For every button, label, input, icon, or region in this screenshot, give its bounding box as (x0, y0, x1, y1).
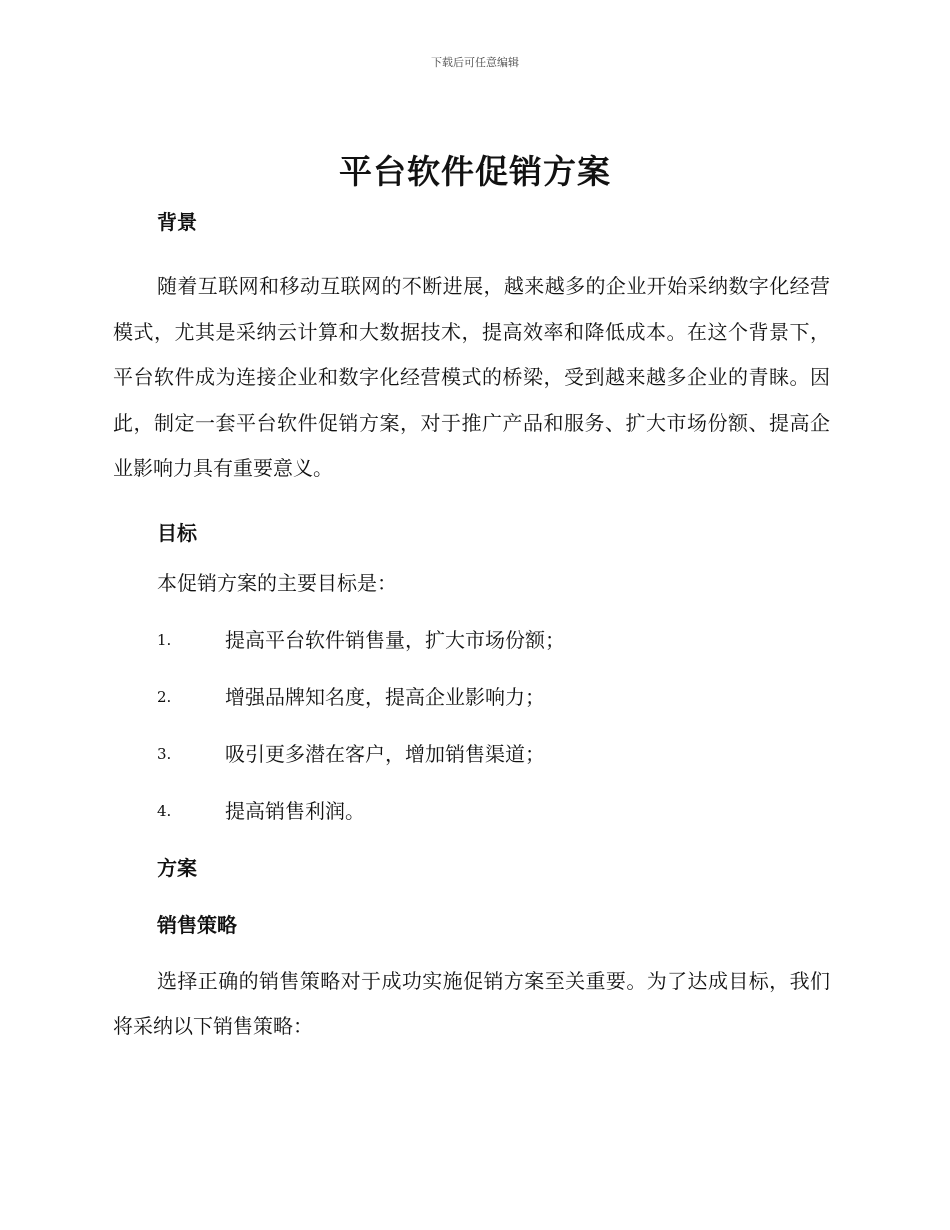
list-item-text: 提高销售利润。 (225, 798, 365, 823)
goals-intro: 本促销方案的主要目标是： (157, 570, 397, 595)
header-note: 下载后可任意编辑 (431, 56, 519, 69)
document-title: 平台软件促销方案 (339, 152, 611, 191)
list-item (113, 624, 830, 656)
list-item-text: 提高平台软件销售量，扩大市场份额； (225, 627, 565, 652)
list-item (113, 681, 830, 713)
list-item-text: 增强品牌知名度，提高企业影响力； (225, 684, 545, 709)
list-item (113, 795, 830, 827)
list-item-number: 2. (157, 687, 172, 706)
list-item-number: 4. (157, 801, 172, 820)
goals-list (113, 624, 830, 827)
list-item-text: 吸引更多潜在客户，增加销售渠道； (225, 741, 545, 766)
section-heading-plan: 方案 (157, 855, 197, 880)
document-body (113, 206, 830, 1050)
subsection-heading-sales-strategy: 销售策略 (157, 912, 237, 937)
sales-strategy-paragraph: 选择正确的销售策略对于成功实施促销方案至关重要。为了达成目标，我们将采纳以下销售策略： (113, 968, 830, 1038)
list-item-number: 3. (157, 744, 172, 763)
background-paragraph: 随着互联网和移动互联网的不断进展，越来越多的企业开始采纳数字化经营模式，尤其是采纳云计算和大数据技术，提高效率和降低成本。在这个背景下，平台软件成为连接企业和数字化经营模式的桥梁，受到越来越多企业的青睐。因此，制定一套平台软件促销方案，对于推广产品和服务、扩大市场份额、提高企业影响力具有重要意义。 (113, 274, 830, 480)
list-item (113, 738, 830, 770)
list-item-number: 1. (157, 630, 172, 649)
section-heading-goals: 目标 (157, 520, 197, 545)
section-heading-background: 背景 (157, 210, 197, 234)
